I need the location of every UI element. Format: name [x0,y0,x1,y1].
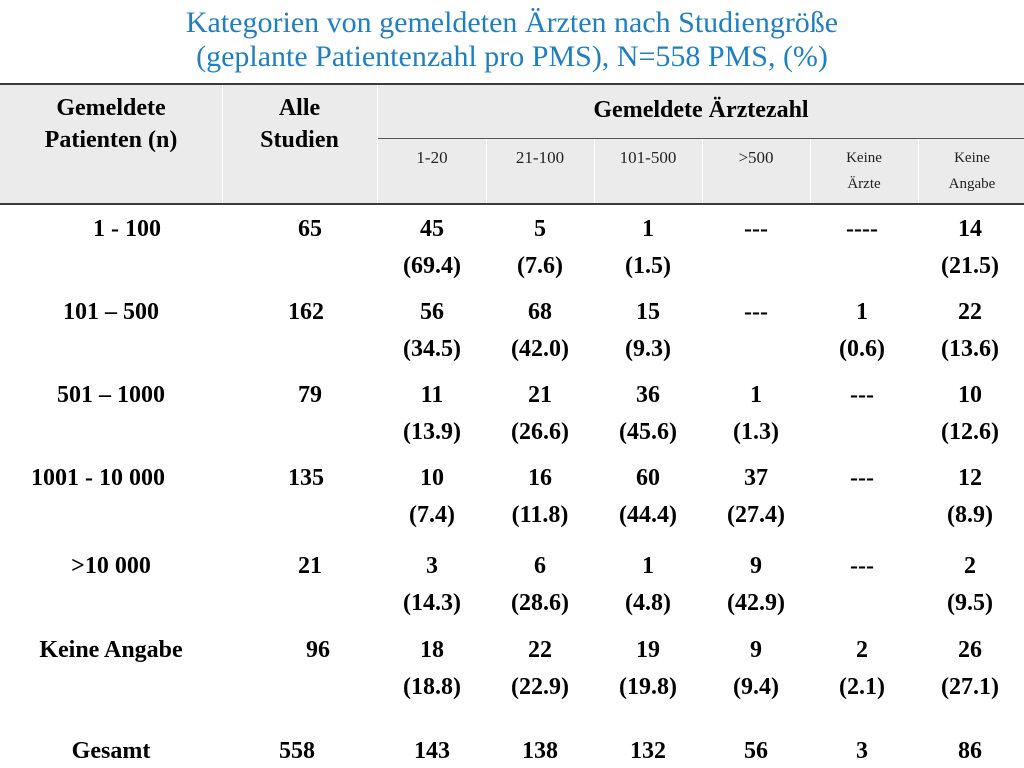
table-cell [808,294,916,368]
cell-count: 19 [636,637,660,663]
cell-percent: (26.6) [511,419,569,445]
cell-count: 22 [958,299,982,325]
subheader-label-2: Ärzte [847,176,881,192]
cell-count: 22 [528,637,552,663]
table-cell [808,377,916,414]
row-total: 162 [288,299,324,325]
cell-count: 5 [534,216,546,242]
cell-percent: (69.4) [403,253,461,279]
cell-percent: (7.6) [517,253,563,279]
cell-count: 1 [642,553,654,579]
table-cell [378,548,486,622]
table-cell [702,733,810,768]
cell-percent: (44.4) [619,502,677,528]
cell-count: 60 [636,465,660,491]
table-cell [594,632,702,706]
cell-count: 143 [414,738,450,764]
subheader-label: >500 [738,148,774,167]
cell-count: 9 [750,637,762,663]
cell-count: 56 [420,299,444,325]
cell-count: 132 [630,738,666,764]
cell-count: 3 [426,553,438,579]
table-cell [808,548,916,585]
table-cell [594,294,702,368]
row-label: 1 - 100 [93,216,161,242]
table-top-rule [0,83,1024,85]
cell-count: 36 [636,382,660,408]
table-cell [916,733,1024,768]
table-cell [702,460,810,534]
row-total: 79 [298,382,322,408]
subheader-label: 1-20 [416,148,448,167]
table-cell [594,548,702,622]
cell-percent: (9.4) [733,674,779,700]
table-cell [486,294,594,368]
cell-percent: (4.8) [625,590,671,616]
cell-percent: (27.1) [941,674,999,700]
cell-count: 12 [958,465,982,491]
cell-percent: (27.4) [727,502,785,528]
subheader-label: 21-100 [515,148,565,167]
cell-count: 10 [420,465,444,491]
table-cell [916,548,1024,622]
cell-percent: (13.6) [941,336,999,362]
cell-count: --- [744,216,768,242]
cell-count: 3 [856,738,868,764]
table-cell [594,377,702,451]
row-total: 21 [298,553,322,579]
title-line-2: (geplante Patientenzahl pro PMS), N=558 PMS, (%) [196,40,828,73]
cell-percent: (1.3) [733,419,779,445]
header-patients [0,92,222,156]
cell-count: 1 [750,382,762,408]
table-cell [916,460,1024,534]
cell-count: 26 [958,637,982,663]
table-cell [808,733,916,768]
cell-percent: (28.6) [511,590,569,616]
row-label: 101 – 500 [63,299,159,325]
table-cell [702,377,810,451]
cell-percent: (34.5) [403,336,461,362]
table-cell [486,733,594,768]
cell-count: 6 [534,553,546,579]
cell-percent: (14.3) [403,590,461,616]
subheader-cell [594,146,702,170]
row-total: 135 [288,465,324,491]
cell-count: 56 [744,738,768,764]
cell-count: 1 [856,299,868,325]
table-header-bottom-rule [0,203,1024,205]
cell-percent: (9.5) [947,590,993,616]
cell-percent: (11.8) [511,502,569,528]
cell-count: --- [744,299,768,325]
cell-count: 14 [958,216,982,242]
table-cell [916,632,1024,706]
table-cell [378,377,486,451]
cell-count: 21 [528,382,552,408]
cell-count: 68 [528,299,552,325]
cell-count: 18 [420,637,444,663]
table-cell [916,294,1024,368]
table-cell [378,733,486,768]
cell-percent: (22.9) [511,674,569,700]
cell-count: 2 [964,553,976,579]
subheader-cell [918,145,1024,197]
table-cell [486,377,594,451]
cell-percent: (18.8) [403,674,461,700]
subheader-label: Keine [846,150,882,166]
cell-percent: (9.3) [625,336,671,362]
table-cell [808,460,916,497]
cell-count: 138 [522,738,558,764]
title-line-1: Kategorien von gemeldeten Ärzten nach Studiengröße [185,6,839,39]
row-total: 96 [306,637,330,663]
cell-count: 2 [856,637,868,663]
table-cell [378,632,486,706]
table-cell [486,632,594,706]
subheader-cell [702,146,810,170]
subheader-label: 101-500 [619,148,677,167]
table-cell [702,294,810,331]
cell-count: --- [850,553,874,579]
subheader-label-2: Angabe [948,176,996,192]
cell-count: ---- [846,216,878,242]
cell-count: --- [850,465,874,491]
cell-percent: (42.0) [511,336,569,362]
table-cell [916,377,1024,451]
cell-count: 15 [636,299,660,325]
cell-count: 16 [528,465,552,491]
table-cell [486,211,594,285]
table-cell [702,632,810,706]
table-cell [916,211,1024,285]
table-cell [378,211,486,285]
table-cell [594,733,702,768]
cell-percent: (8.9) [947,502,993,528]
header-patients-line-2: Patienten (n) [44,127,178,153]
cell-percent: (45.6) [619,419,677,445]
slide-title [0,6,1024,74]
table-cell [702,211,810,248]
cell-count: 1 [642,216,654,242]
table-cell [594,211,702,285]
table-cell [702,548,810,622]
cell-percent: (2.1) [839,674,885,700]
cell-count: 86 [958,738,982,764]
header-all-line-1: Alle [278,95,321,121]
subheader-cell [810,145,918,197]
row-label: Gesamt [71,738,151,764]
subheader-label: Keine [954,150,990,166]
header-all-studies [222,92,377,156]
cell-percent: (21.5) [941,253,999,279]
subheader-cell [486,146,594,170]
cell-count: --- [850,382,874,408]
header-patients-line-1: Gemeldete [56,95,166,121]
cell-percent: (19.8) [619,674,677,700]
table-cell [808,632,916,706]
cell-count: 45 [420,216,444,242]
table-cell [486,548,594,622]
table-cell [378,294,486,368]
row-label: >10 000 [71,553,151,579]
row-total: 65 [298,216,322,242]
header-all-line-2: Studien [260,127,339,153]
row-label: 501 – 1000 [57,382,165,408]
cell-percent: (42.9) [727,590,785,616]
cell-count: 37 [744,465,768,491]
cell-percent: (13.9) [403,419,461,445]
row-total: 558 [279,738,315,764]
cell-percent: (1.5) [625,253,671,279]
cell-count: 11 [420,382,444,408]
table-cell [594,460,702,534]
table-cell [808,211,916,248]
table-cell [486,460,594,534]
table-cell [378,460,486,534]
cell-percent: (0.6) [839,336,885,362]
cell-percent: (7.4) [409,502,455,528]
row-label: Keine Angabe [39,637,183,663]
group-header-rule [378,138,1024,139]
cell-percent: (12.6) [941,419,999,445]
cell-count: 9 [750,553,762,579]
subheader-cell [378,146,486,170]
header-group-physicians: Gemeldete Ärztezahl [593,97,809,123]
cell-count: 10 [958,382,982,408]
row-label: 1001 - 10 000 [31,465,165,491]
